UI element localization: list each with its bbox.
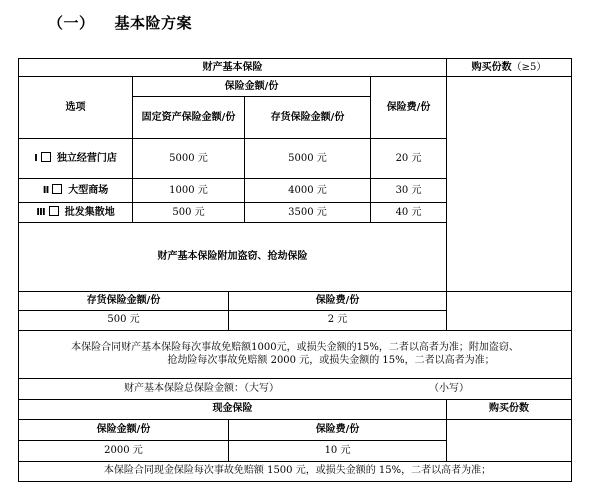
option-cell [19, 203, 133, 223]
insurance-plan-table [18, 58, 572, 482]
buy-label: 购买份数 [471, 61, 512, 73]
fixed-asset-value: 1000 元 [133, 179, 245, 203]
amount-per-share-header: 保险金额/份 [133, 77, 371, 97]
checkbox[interactable] [52, 184, 62, 194]
cash-amount-header: 保险金额/份 [19, 419, 229, 440]
option-numeral: Ⅲ [36, 206, 46, 218]
cash-note: 本保险合同现金保险每次事故免赔额 1500 元，或损失金额的 15%，二者以高者为准； [19, 461, 572, 481]
cash-premium-value: 10 元 [229, 440, 447, 461]
option-cell [19, 139, 133, 179]
inventory-header: 存货保险金额/份 [245, 97, 371, 139]
section-heading [48, 12, 192, 33]
option-cell [19, 179, 133, 203]
deductible-note-line: 抢劫险每次事故免赔额 2000 元，或损失金额的 15%，二者以高者为准； [167, 355, 495, 366]
rider-premium-value: 2 元 [229, 310, 447, 330]
inventory-value: 5000 元 [245, 139, 371, 179]
total-insured-label: 财产基本保险总保险金额：（大写） [124, 382, 280, 394]
property-basic-buy-input[interactable] [447, 77, 572, 292]
checkbox[interactable] [49, 206, 59, 216]
rider-inventory-header: 存货保险金额/份 [19, 291, 229, 310]
cash-premium-header: 保险费/份 [229, 419, 447, 440]
rider-inventory-value: 500 元 [19, 310, 229, 330]
cash-buy-label: 购买份数 [447, 399, 572, 419]
checkbox[interactable] [41, 152, 51, 162]
option-name: 批发集散地 [64, 206, 115, 218]
premium-header: 保险费/份 [371, 77, 447, 139]
cash-amount-value: 2000 元 [19, 440, 229, 461]
theft-rider-title: 财产基本保险附加盗窃、抢劫保险 [19, 223, 447, 292]
premium-value: 30 元 [371, 179, 447, 203]
inventory-value: 4000 元 [245, 179, 371, 203]
cash-buy-input[interactable] [447, 419, 572, 461]
fixed-asset-value: 5000 元 [133, 139, 245, 179]
buy-condition: （≥5） [511, 61, 547, 73]
premium-value: 40 元 [371, 203, 447, 223]
rider-premium-header: 保险费/份 [229, 291, 447, 310]
property-basic-buy-cell [447, 59, 572, 77]
option-name: 独立经营门店 [56, 152, 117, 164]
theft-rider-buy-input[interactable] [447, 291, 572, 330]
deductible-note-line: 本保险合同财产基本保险每次事故免赔额1000元，或损失金额的15%，二者以高者为准；附加盗窃、 [71, 341, 519, 353]
section-title: 基本险方案 [114, 14, 193, 32]
total-insured-small-label: （小写） [429, 382, 470, 394]
cash-title: 现金保险 [19, 399, 447, 419]
fixed-asset-header: 固定资产保险金额/份 [133, 97, 245, 139]
inventory-value: 3500 元 [245, 203, 371, 223]
option-name: 大型商场 [68, 184, 109, 196]
section-number: （一） [48, 14, 95, 32]
fixed-asset-value: 500 元 [133, 203, 245, 223]
option-numeral: Ⅱ [42, 184, 50, 196]
option-header: 选项 [19, 77, 133, 139]
deductible-note [19, 330, 572, 378]
premium-value: 20 元 [371, 139, 447, 179]
property-basic-title: 财产基本保险 [19, 59, 447, 77]
total-insured-row [19, 378, 572, 399]
option-numeral: Ⅰ [34, 152, 38, 164]
